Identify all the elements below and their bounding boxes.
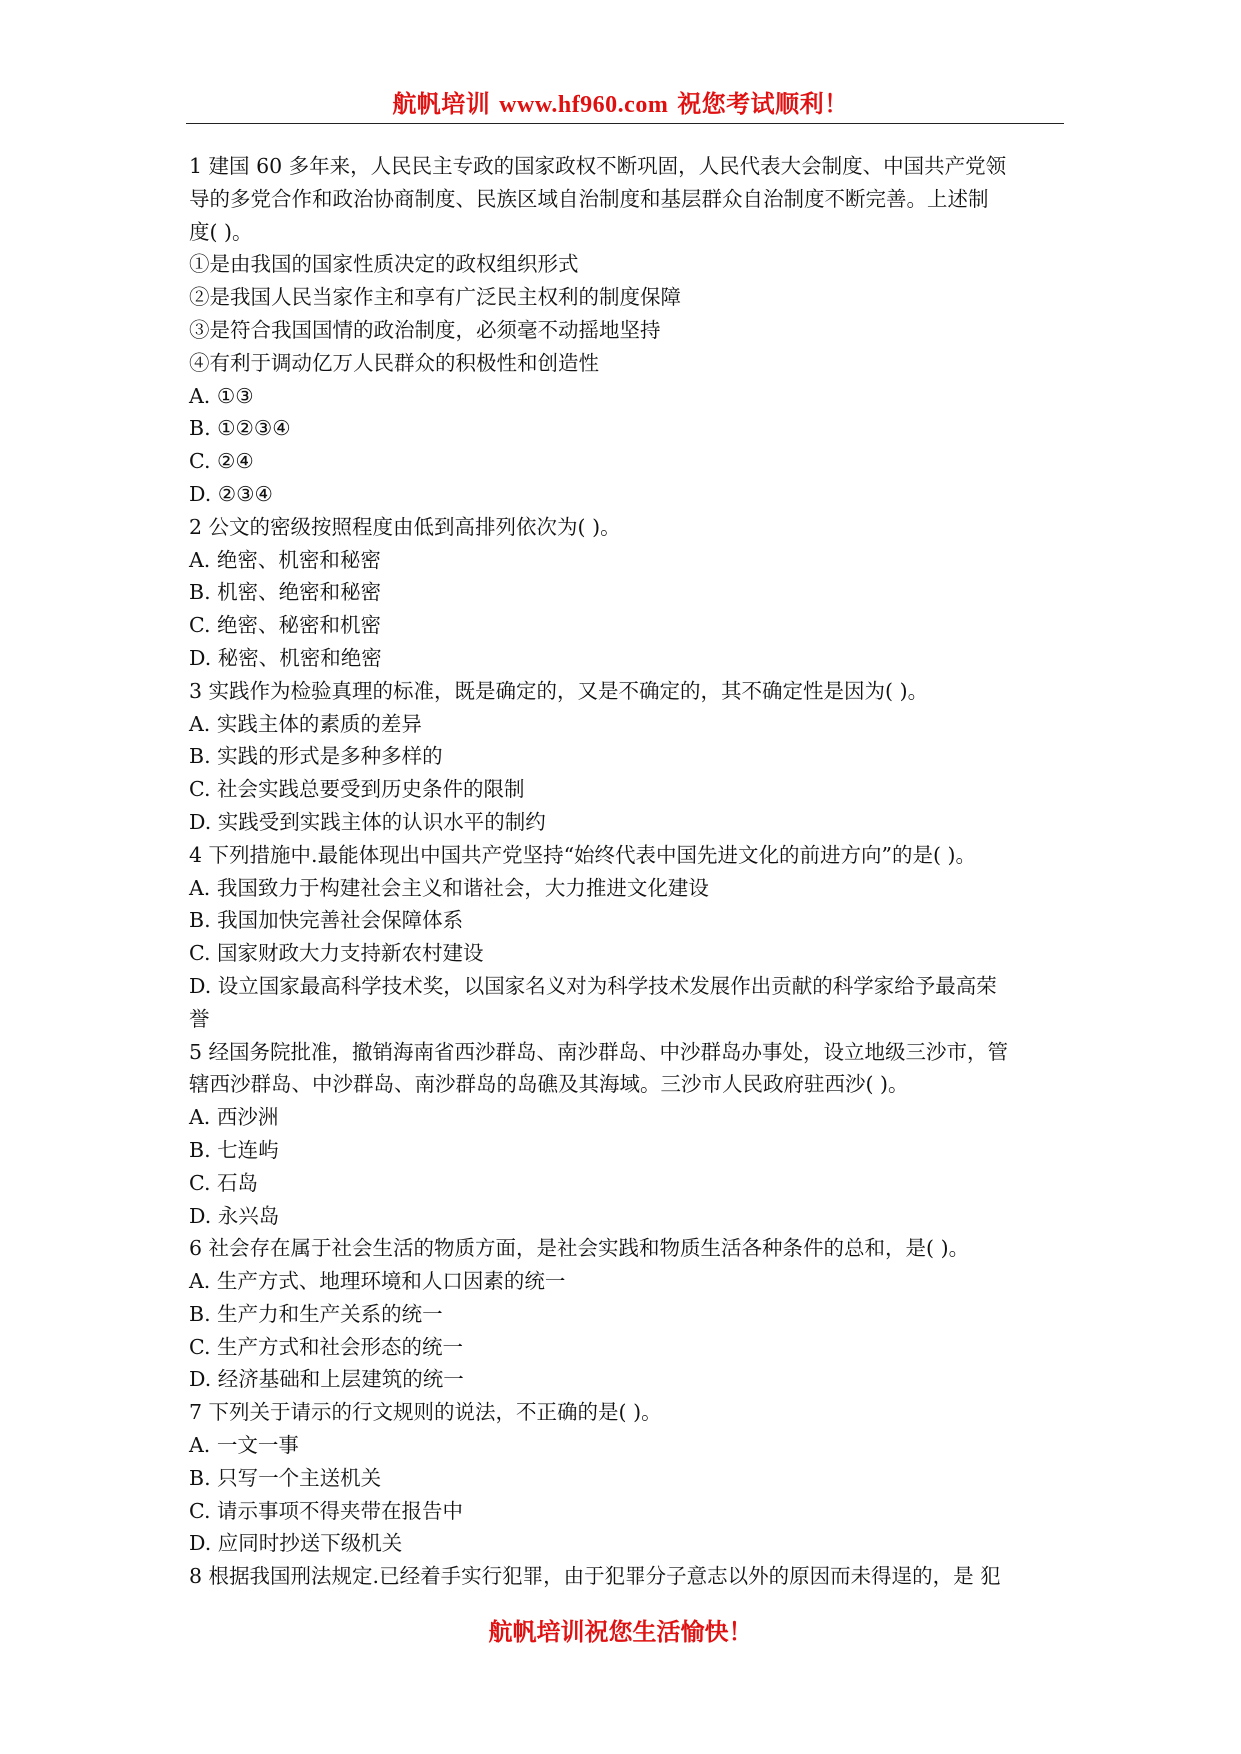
text-line: 5 经国务院批准，撤销海南省西沙群岛、南沙群岛、中沙群岛办事处，设立地级三沙市，管: [189, 1039, 1009, 1064]
text-line: C. 请示事项不得夹带在报告中: [189, 1498, 463, 1523]
text-line: A. 绝密、机密和秘密: [189, 547, 381, 572]
text-line: B. ①②③④: [189, 416, 291, 441]
text-line: A. ①③: [189, 383, 254, 408]
text-line: 7 下列关于请示的行文规则的说法，不正确的是( )。: [189, 1400, 662, 1425]
document-body: [189, 150, 1061, 1593]
page-footer: 航帆培训祝您生活愉快！: [488, 1617, 753, 1646]
text-line: ③是符合我国国情的政治制度，必须毫不动摇地坚持: [189, 317, 661, 342]
text-line: C. 绝密、秘密和机密: [189, 613, 381, 638]
text-line: B. 七连屿: [189, 1137, 279, 1162]
text-line: ②是我国人民当家作主和享有广泛民主权利的制度保障: [189, 285, 681, 310]
text-line: D. ②③④: [189, 481, 273, 506]
text-line: D. 应同时抄送下级机关: [189, 1531, 403, 1556]
text-line: 誉: [189, 1006, 210, 1031]
text-line: B. 机密、绝密和秘密: [189, 580, 382, 605]
text-line: 1 建国 60 多年来，人民民主专政的国家政权不断巩固，人民代表大会制度、中国共产党领: [189, 154, 1007, 178]
text-line: ④有利于调动亿万人民群众的积极性和创造性: [189, 350, 599, 375]
text-line: C. 社会实践总要受到历史条件的限制: [189, 777, 525, 802]
text-line: 6 社会存在属于社会生活的物质方面，是社会实践和物质生活各种条件的总和，是( )。: [189, 1236, 970, 1261]
text-line: 8 根据我国刑法规定.已经着手实行犯罪，由于犯罪分子意志以外的原因而未得逞的，是 犯: [189, 1564, 1001, 1589]
text-line: A. 一文一事: [189, 1433, 299, 1458]
text-line: D. 经济基础和上层建筑的统一: [189, 1367, 464, 1392]
text-line: B. 实践的形式是多种多样的: [189, 744, 443, 769]
header-site: www.hf960.com: [499, 92, 669, 118]
text-line: D. 实践受到实践主体的认识水平的制约: [189, 809, 546, 834]
text-line: C. 生产方式和社会形态的统一: [189, 1334, 463, 1359]
text-line: 4 下列措施中.最能体现出中国共产党坚持“始终代表中国先进文化的前进方向”的是( )。: [189, 842, 977, 867]
header-wish: 祝您考试顺利！: [677, 89, 849, 118]
text-line: B. 只写一个主送机关: [189, 1465, 382, 1490]
text-line: D. 秘密、机密和绝密: [189, 645, 382, 670]
text-line: 导的多党合作和政治协商制度、民族区域自治制度和基层群众自治制度不断完善。上述制: [189, 186, 989, 211]
page-header: [0, 84, 1241, 119]
text-line: C. ②④: [189, 449, 254, 474]
text-line: B. 我国加快完善社会保障体系: [189, 908, 464, 933]
header-brand: 航帆培训: [392, 89, 491, 118]
text-line: A. 实践主体的素质的差异: [189, 711, 422, 736]
text-line: ①是由我国的国家性质决定的政权组织形式: [189, 252, 579, 277]
text-line: C. 石岛: [189, 1170, 258, 1195]
text-line: A. 我国致力于构建社会主义和谐社会，大力推进文化建设: [189, 875, 709, 900]
text-line: 2 公文的密级按照程度由低到高排列依次为( )。: [189, 514, 621, 539]
text-line: D. 设立国家最高科学技术奖，以国家名义对为科学技术发展作出贡献的科学家给予最高荣: [189, 973, 997, 998]
text-line: 度( )。: [189, 219, 253, 244]
text-line: A. 西沙洲: [189, 1105, 279, 1130]
text-line: A. 生产方式、地理环境和人口因素的统一: [189, 1269, 566, 1294]
text-line: D. 永兴岛: [189, 1203, 280, 1228]
text-line: 辖西沙群岛、中沙群岛、南沙群岛的岛礁及其海域。三沙市人民政府驻西沙( )。: [189, 1072, 909, 1097]
text-line: B. 生产力和生产关系的统一: [189, 1301, 443, 1326]
text-line: C. 国家财政大力支持新农村建设: [189, 941, 484, 966]
text-line: 3 实践作为检验真理的标准，既是确定的，又是不确定的，其不确定性是因为( )。: [189, 678, 929, 703]
header-divider: [186, 123, 1064, 124]
